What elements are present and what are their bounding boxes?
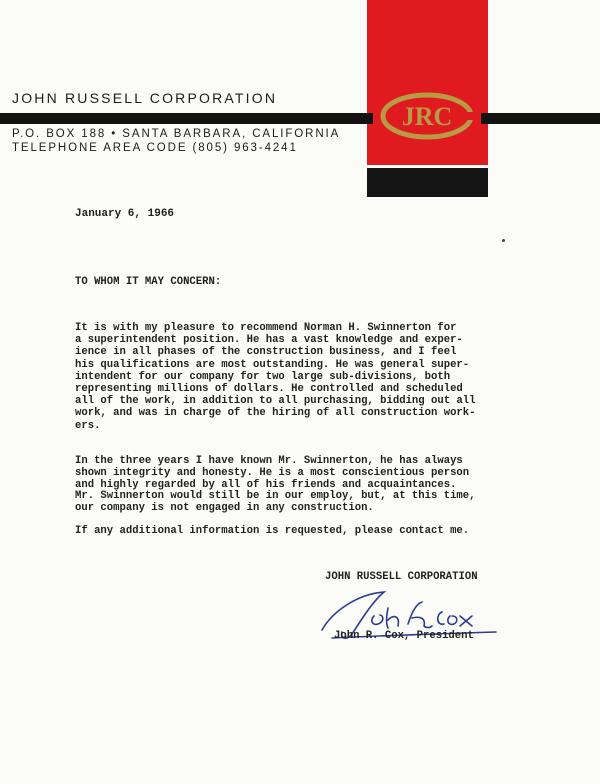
company-name: JOHN RUSSELL CORPORATION [12, 90, 278, 106]
company-phone: TELEPHONE AREA CODE (805) 963-4241 [12, 142, 298, 154]
letterhead-rule [0, 113, 600, 124]
paragraph-1 [75, 322, 476, 432]
paper-speck [502, 239, 505, 242]
paragraph-line: his qualifications are most outstanding. He was general super- [75, 358, 470, 371]
paragraph-line: intendent for our company for two large sub-divisions, both [75, 370, 451, 383]
paragraph-line: and highly regarded by all of his friends and acquaintances. [75, 479, 457, 492]
paragraph-2 [75, 455, 469, 492]
closing-company: JOHN RUSSELL CORPORATION [325, 571, 478, 583]
paragraph-line: shown integrity and honesty. He is a most conscientious person [75, 467, 470, 480]
salutation: TO WHOM IT MAY CONCERN: [75, 276, 222, 288]
paragraph-line: ience in all phases of the construction business, and I feel [75, 346, 457, 359]
paragraph-line: work, and was in charge of the hiring of all construction work- [75, 407, 476, 420]
letterhead-black-block [367, 168, 488, 197]
paragraph-line: a superintendent position. He has a vast knowledge and exper- [75, 334, 463, 347]
paragraph-line: our company is not engaged in any construction. [75, 502, 374, 515]
svg-text:JRC: JRC [401, 102, 453, 131]
paragraph-4 [75, 525, 469, 537]
paragraph-line: ers. [75, 419, 101, 432]
company-address: P.O. BOX 188 • SANTA BARBARA, CALIFORNIA [12, 128, 341, 140]
paragraph-line: In the three years I have known Mr. Swinnerton, he has always [75, 455, 463, 467]
paragraph-line: If any additional information is requested, please contact me. [75, 525, 470, 537]
paragraph-line: all of the work, in addition to all purchasing, bidding out all [75, 395, 476, 408]
paragraph-line: Mr. Swinnerton would still be in our employ, but, at this time, [75, 490, 476, 502]
signer-name: John R. Cox, President [334, 630, 474, 642]
paragraph-line: It is with my pleasure to recommend Norman H. Swinnerton for [75, 322, 457, 334]
paragraph-3 [75, 490, 476, 514]
jrc-logo [373, 88, 481, 144]
letter-date: January 6, 1966 [75, 208, 175, 220]
paragraph-line: representing millions of dollars. He controlled and scheduled [75, 383, 463, 396]
